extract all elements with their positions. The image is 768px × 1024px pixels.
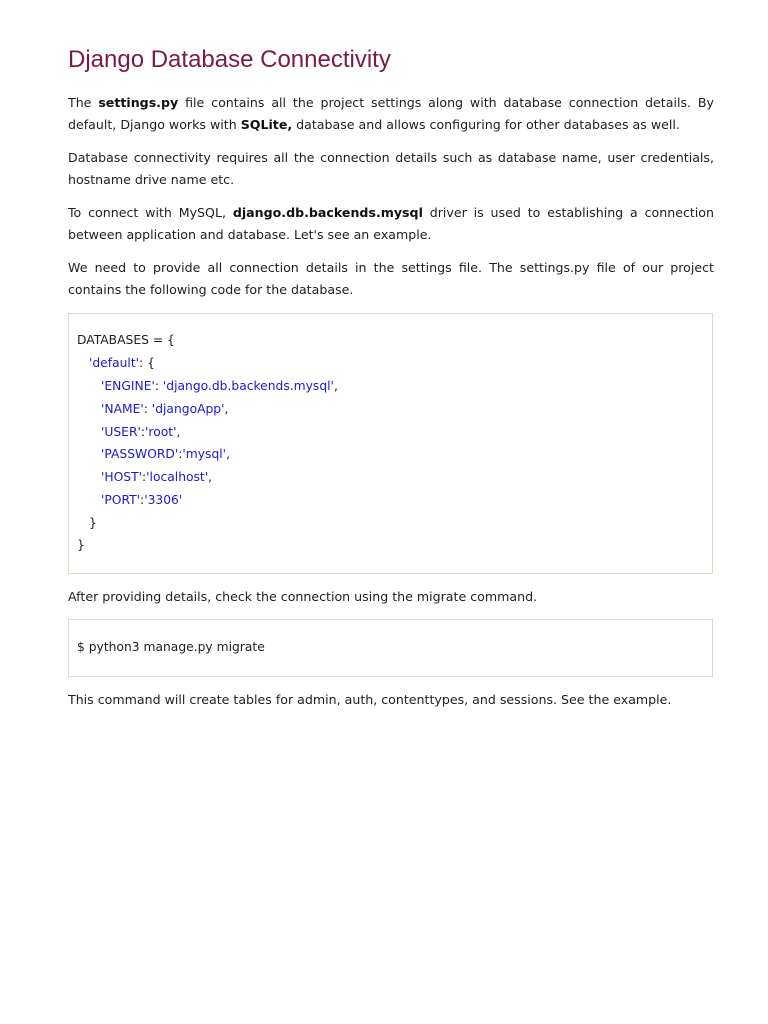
code-line: 'NAME': 'djangoApp', bbox=[101, 402, 229, 416]
page-title: Django Database Connectivity bbox=[68, 46, 391, 73]
settings-code-intro: We need to provide all connection details in the settings file. The settings.py file of our project contains the following code for the database. bbox=[68, 260, 714, 297]
migrate-intro-paragraph: After providing details, check the connection using the migrate command. bbox=[68, 589, 538, 604]
code-line: } bbox=[77, 538, 85, 552]
requirements-paragraph: Database connectivity requires all the connection details such as database name, user credentials, hostname drive name etc. bbox=[68, 150, 714, 187]
code-line: 'PASSWORD':'mysql', bbox=[101, 447, 230, 461]
intro-paragraph bbox=[68, 92, 714, 135]
sqlite-label: SQLite, bbox=[240, 116, 293, 132]
text-run: To connect with MySQL, bbox=[68, 205, 233, 220]
code-line: $ python3 manage.py migrate bbox=[77, 640, 265, 654]
text-run: file contains all the project settings along with database connection details. By default, Django works with bbox=[68, 95, 714, 132]
code-line: 'PORT':'3306' bbox=[101, 493, 183, 507]
mysql-driver-name: django.db.backends.mysql bbox=[232, 205, 423, 220]
code-line: 'USER':'root', bbox=[101, 425, 181, 439]
code-line: 'default': { bbox=[89, 356, 155, 370]
code-line: DATABASES = { bbox=[77, 333, 175, 347]
mysql-paragraph bbox=[68, 202, 714, 245]
code-line: } bbox=[89, 516, 97, 530]
code-line: 'ENGINE': 'django.db.backends.mysql', bbox=[101, 379, 338, 393]
text-run: database and allows configuring for other databases as well. bbox=[292, 116, 680, 132]
code-line: 'HOST':'localhost', bbox=[101, 470, 213, 484]
text-run: driver is used to establishing a connection between application and database. Let's see an example. bbox=[68, 205, 714, 242]
settings-file-name: settings.py bbox=[98, 95, 179, 110]
tables-created-paragraph: This command will create tables for admin, auth, contenttypes, and sessions. See the example. bbox=[68, 692, 672, 707]
migrate-command-code-block bbox=[68, 619, 713, 677]
text-run: The bbox=[68, 95, 99, 110]
database-settings-code-block bbox=[68, 313, 713, 574]
